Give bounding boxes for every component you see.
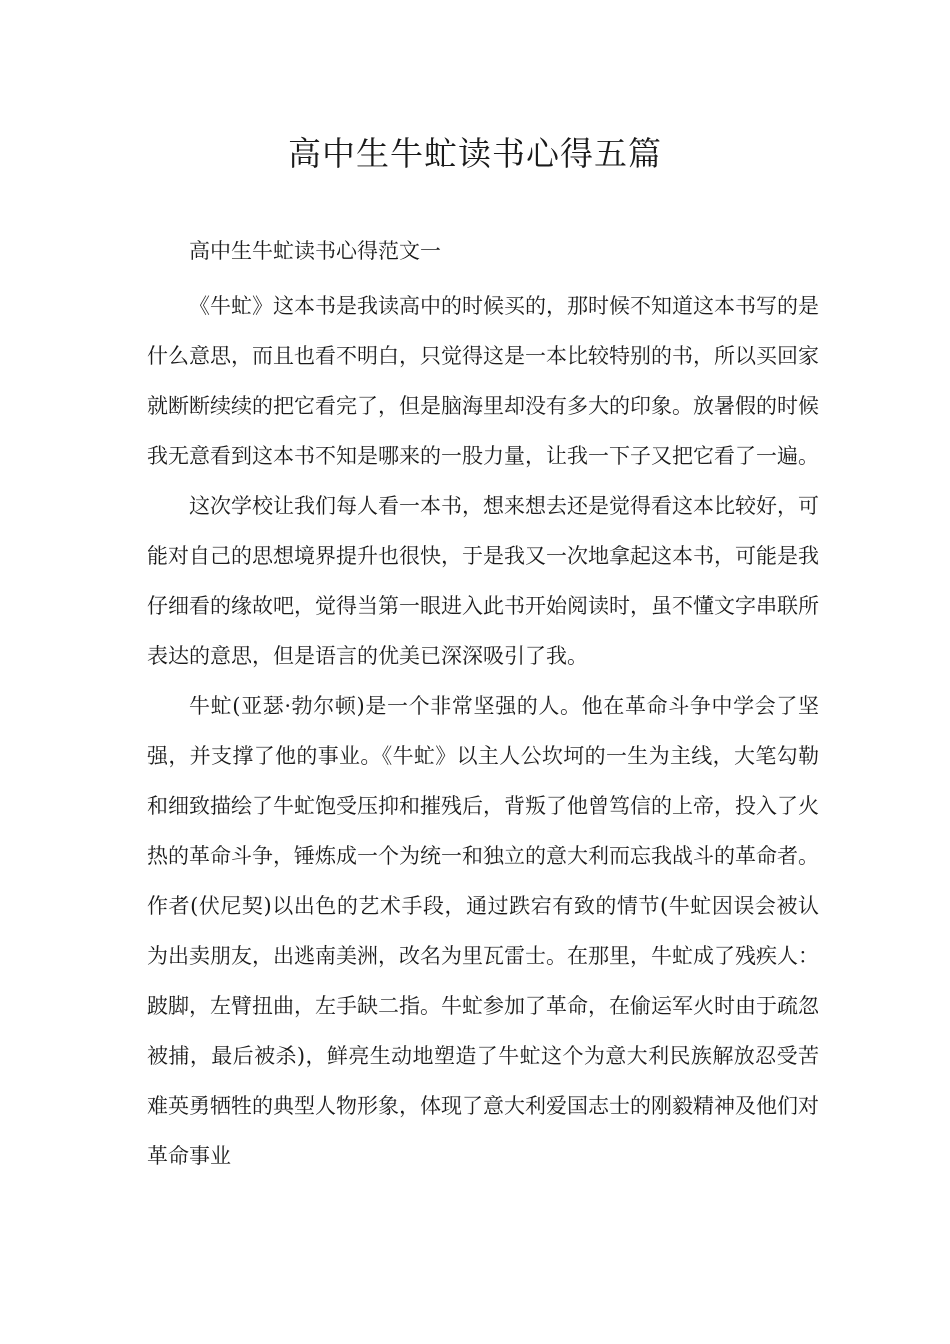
paragraph-2: 这次学校让我们每人看一本书，想来想去还是觉得看这本比较好，可能对自己的思想境界提升也很快，于是我又一次地拿起这本书，可能是我仔细看的缘故吧，觉得当第一眼进入此书开始阅读时，虽不懂文字串联所表达的意思，但是语言的优美已深深吸引了我。: [147, 494, 819, 668]
paragraph-3: 牛虻(亚瑟·勃尔顿)是一个非常坚强的人。他在革命斗争中学会了坚强，并支撑了他的事业。《牛虻》以主人公坎坷的一生为主线，大笔勾勒和细致描绘了牛虻饱受压抑和摧残后，背叛了他曾笃信的上帝，投入了火热的革命斗争，锤炼成一个为统一和独立的意大利而忘我战斗的革命者。作者(伏尼契)以出色的艺术手段，通过跌宕有致的情节(牛虻因误会被认为出卖朋友，出逃南美洲，改名为里瓦雷士。在那里，牛虻成了残疾人：跛脚，左臂扭曲，左手缺二指。牛虻参加了革命，在偷运军火时由于疏忽被捕，最后被杀)，鲜亮生动地塑造了牛虻这个为意大利民族解放忍受苦难英勇牺牲的典型人物形象，体现了意大利爱国志士的刚毅精神及他们对革命事业: [147, 694, 819, 1168]
paragraph-1: 《牛虻》这本书是我读高中的时候买的，那时候不知道这本书写的是什么意思，而且也看不明白，只觉得这是一本比较特别的书，所以买回家就断断续续的把它看完了，但是脑海里却没有多大的印象。放暑假的时候我无意看到这本书不知是哪来的一股力量，让我一下子又把它看了一遍。: [147, 294, 819, 468]
section-subtitle: 高中生牛虻读书心得范文一: [189, 239, 441, 263]
page-title: 高中生牛虻读书心得五篇: [288, 134, 662, 173]
document-body: [147, 226, 819, 1181]
